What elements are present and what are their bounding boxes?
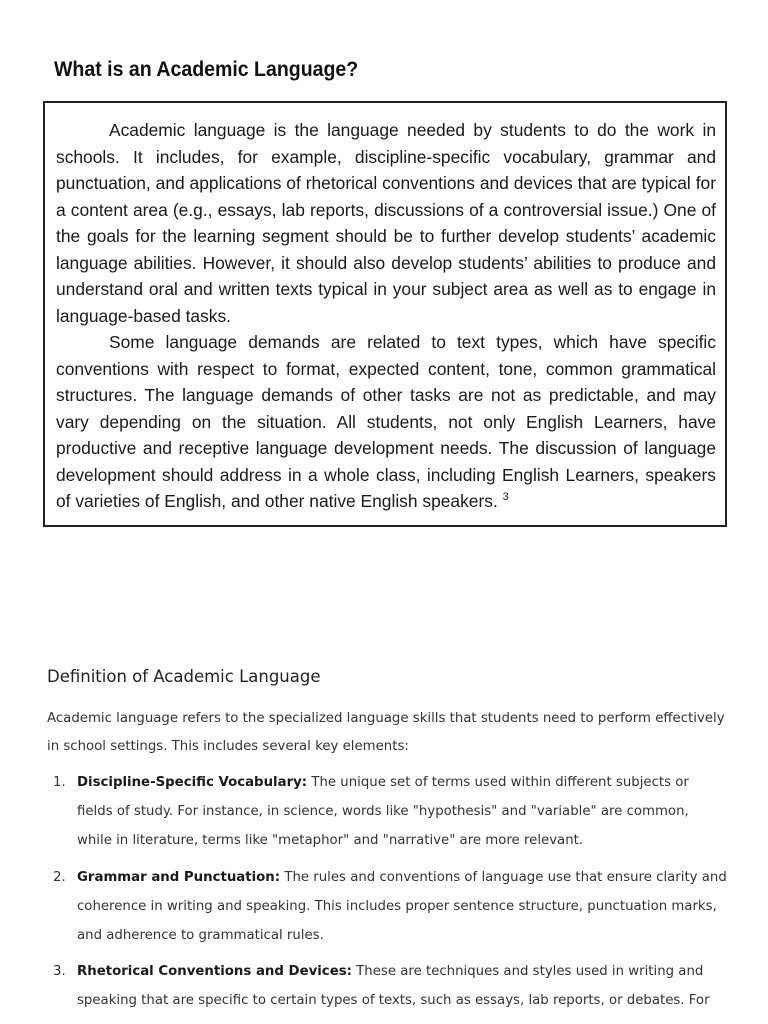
list-item-text: These are techniques and styles used in writing and speaking that are specific to certain types of texts, such as essays, lab reports, or debates. For <box>77 964 710 1008</box>
section-intro: Academic language refers to the specialized language skills that students need to perform effectively in school settings. This includes several key elements: <box>47 711 725 754</box>
list-item-number: 2. <box>53 870 66 885</box>
list-item-body <box>77 957 727 1015</box>
quote-paragraph-2 <box>56 329 716 515</box>
list-item-body <box>77 768 727 855</box>
list-item-body <box>77 863 727 950</box>
list-item-number: 1. <box>53 775 66 790</box>
quote-paragraph-2-text: Some language demands are related to text types, which have specific conventions with respect to format, expected content, tone, common grammatical structures. The language demands of other tasks are not as predictable, and may vary depending on the situation. All students, not only English Learners, have productive and receptive language development needs. The discussion of language development should address in a whole class, including English Learners, speakers of varieties of English, and other native English speakers. <box>56 332 716 511</box>
quote-paragraph-1: Academic language is the language needed by students to do the work in schools. It includes, for example, discipline-specific vocabulary, grammar and punctuation, and applications of rhetorical conventions and devices that are typical for a content area (e.g., essays, lab reports, discussions of a controversial issue.) One of the goals for the learning segment should be to further develop students’ academic language abilities. However, it should also develop students’ abilities to produce and understand oral and written texts typical in your subject area as well as to engage in language-based tasks. <box>56 120 716 326</box>
footnote-marker: 3 <box>502 491 509 504</box>
list-item-term: Grammar and Punctuation: <box>77 870 281 885</box>
list-item-term: Discipline-Specific Vocabulary: <box>77 775 308 790</box>
quote-box <box>43 101 727 527</box>
quote-box-text <box>56 117 716 515</box>
list-item-number: 3. <box>53 964 66 979</box>
page-title: What is an Academic Language? <box>54 58 359 81</box>
list-item-text: The rules and conventions of language use that ensure clarity and coherence in writing and speaking. This includes proper sentence structure, punctuation marks, and adherence to grammatical rules. <box>77 870 727 943</box>
section-heading: Definition of Academic Language <box>47 667 321 686</box>
list-item-text: The unique set of terms used within different subjects or fields of study. For instance, in science, words like "hypothesis" and "variable" are common, while in literature, terms like "metaphor" and "narrative" are more relevant. <box>77 775 689 848</box>
list-item-term: Rhetorical Conventions and Devices: <box>77 964 352 979</box>
